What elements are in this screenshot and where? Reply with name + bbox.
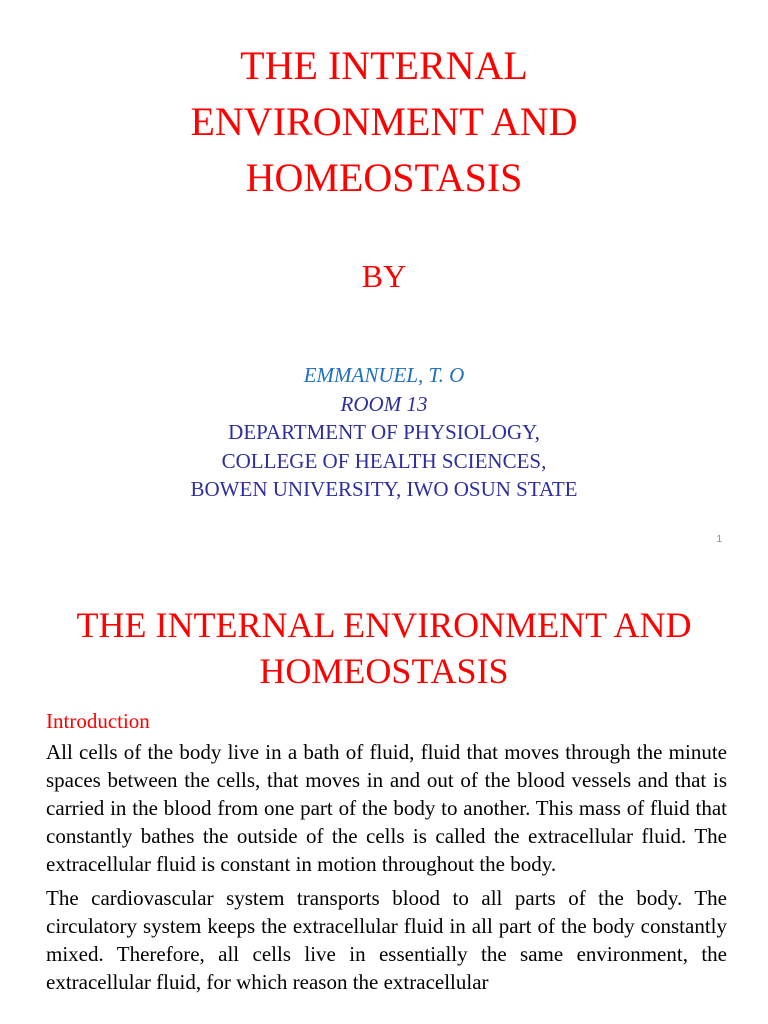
paragraph: The cardiovascular system transports blood to all parts of the body. The circulatory system keeps the extracellular fluid in all part of the body constantly mixed. Therefore, all cells live in essentially the same environment, the extracellular fluid, for which reason the extracellular bbox=[46, 886, 727, 994]
college-name: COLLEGE OF HEALTH SCIENCES, bbox=[221, 448, 547, 473]
section-heading: Introduction bbox=[46, 709, 150, 733]
by-label: BY bbox=[361, 258, 407, 294]
room-number: ROOM 13 bbox=[340, 391, 428, 416]
body-text bbox=[46, 738, 727, 1002]
content-slide bbox=[0, 572, 768, 1024]
author-name: EMMANUEL, T. O bbox=[303, 363, 465, 387]
slide-title: THE INTERNAL ENVIRONMENT AND HOMEOSTASIS bbox=[76, 605, 692, 691]
page-number: 1 bbox=[716, 534, 722, 545]
university-name: BOWEN UNIVERSITY, IWO OSUN STATE bbox=[190, 477, 578, 501]
department-name: DEPARTMENT OF PHYSIOLOGY, bbox=[228, 420, 540, 444]
slide-title: THE INTERNAL ENVIRONMENT AND HOMEOSTASIS bbox=[190, 43, 578, 200]
paragraph: All cells of the body live in a bath of fluid, fluid that moves through the minute spaces between the cells, that moves in and out of the blood vessels and that is carried in the blood from one part of the body to another. This mass of fluid that constantly bathes the outside of the cells is called the extracellular fluid. The extracellular fluid is constant in motion throughout the body. bbox=[46, 740, 727, 876]
author-block bbox=[0, 361, 768, 504]
